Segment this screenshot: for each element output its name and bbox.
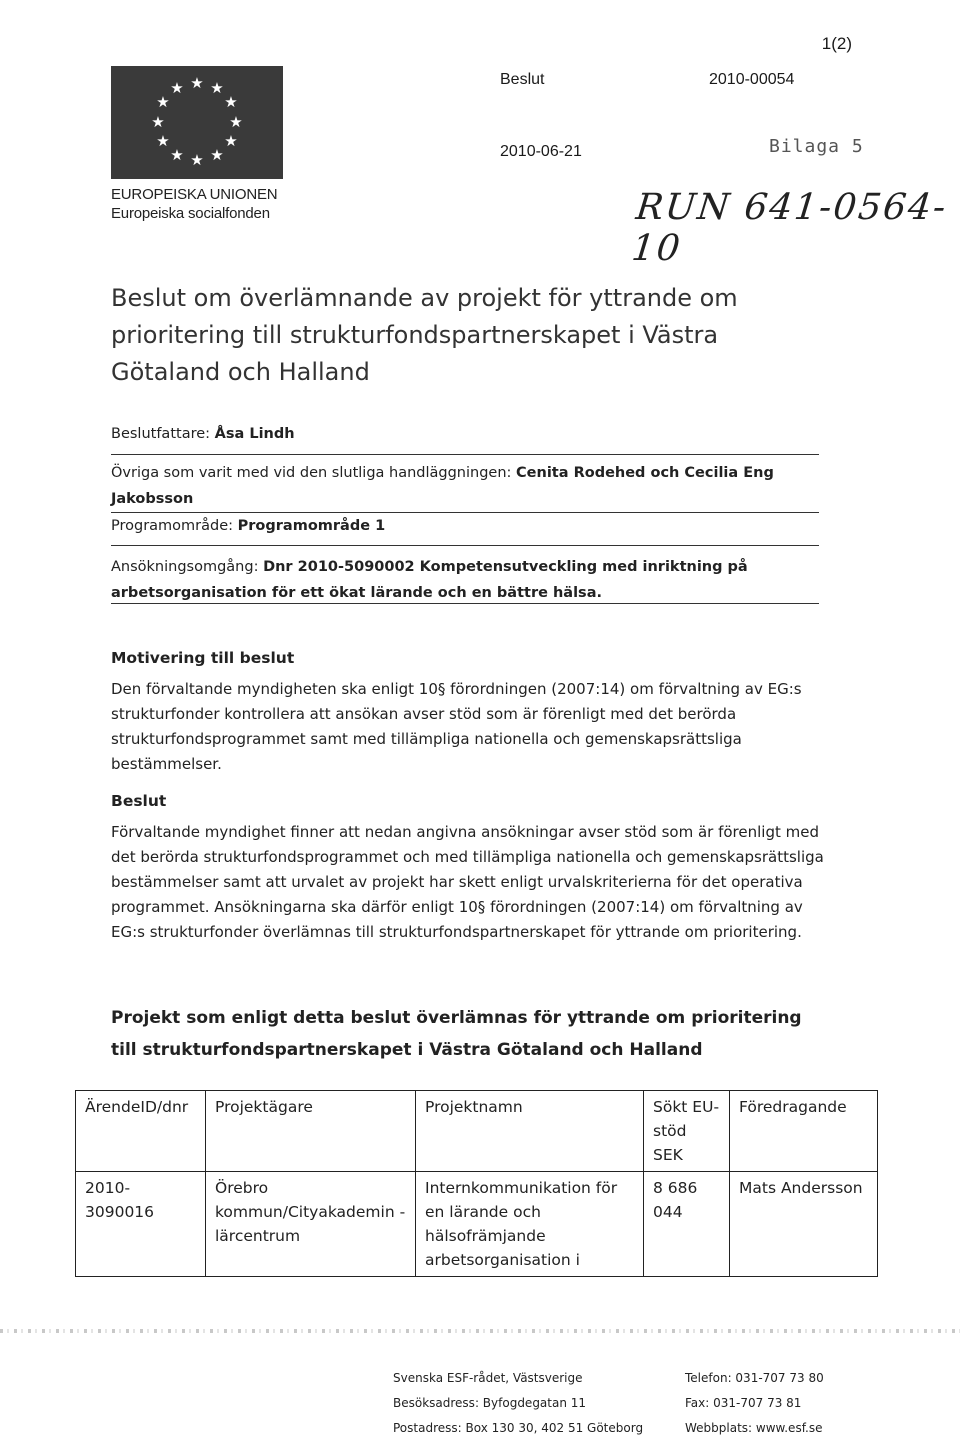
divider (111, 512, 819, 513)
table-cell: 8 686 044 (644, 1172, 730, 1277)
svg-text:★: ★ (224, 132, 238, 150)
table-cell: 2010-3090016 (76, 1172, 206, 1277)
divider (111, 454, 819, 455)
column-header: ÄrendeID/dnr (76, 1091, 206, 1172)
other-participants (111, 460, 823, 512)
svg-text:★: ★ (151, 113, 165, 131)
other-participants-value: Cenita Rodehed och Cecilia Eng Jakobsson (111, 465, 774, 507)
svg-text:★: ★ (210, 79, 224, 97)
svg-text:★: ★ (156, 93, 170, 111)
footer-post-address: Postadress: Box 130 30, 402 51 Göteborg (393, 1421, 644, 1435)
eu-union-label: EUROPEISKA UNIONEN (111, 186, 278, 203)
footer-fax: Fax: 031-707 73 81 (685, 1396, 802, 1410)
decision-heading: Beslut (111, 792, 167, 810)
svg-text:★: ★ (190, 151, 204, 169)
svg-text:★: ★ (210, 146, 224, 164)
svg-text:★: ★ (170, 146, 184, 164)
motivation-heading: Motivering till beslut (111, 649, 295, 667)
column-header: Föredragande (730, 1091, 878, 1172)
column-header: Sökt EU-stöd SEK (644, 1091, 730, 1172)
footer-website: Webbplats: www.esf.se (685, 1421, 823, 1435)
table-row (76, 1172, 878, 1277)
divider (111, 603, 819, 604)
footer-org: Svenska ESF-rådet, Västsverige (393, 1371, 583, 1385)
table-header-row (76, 1091, 878, 1172)
other-participants-label: Övriga som varit med vid den slutliga handläggningen: (111, 465, 512, 481)
divider (111, 545, 819, 546)
program-area-label: Programområde: (111, 518, 234, 534)
program-area (111, 518, 385, 534)
application-round-value: Dnr 2010-5090002 Kompetensutveckling med inriktning på arbetsorganisation för ett ökat lärande och en bättre hälsa. (111, 559, 748, 601)
document-date: 2010-06-21 (500, 143, 582, 160)
attachment-label: Bilaga 5 (769, 136, 864, 157)
table-cell: Örebro kommun/Cityakademin - lärcentrum (206, 1172, 416, 1277)
document-number: 2010-00054 (709, 71, 795, 88)
table-cell: Mats Andersson (730, 1172, 878, 1277)
eu-socialfund-label: Europeiska socialfonden (111, 205, 270, 222)
eu-flag-logo (111, 66, 283, 179)
svg-text:★: ★ (224, 93, 238, 111)
projects-table (75, 1090, 878, 1277)
footer-phone: Telefon: 031-707 73 80 (685, 1371, 824, 1385)
application-round (111, 554, 823, 606)
table-cell: Internkommunikation för en lärande och hälsofrämjande arbetsorganisation i (416, 1172, 644, 1277)
svg-text:★: ★ (229, 113, 243, 131)
svg-text:★: ★ (170, 79, 184, 97)
svg-text:★: ★ (190, 74, 204, 92)
document-title: Beslut om överlämnande av projekt för yttrande om prioritering till strukturfondspartnerskapet i Västra Götaland och Halland (111, 284, 738, 386)
application-round-label: Ansökningsomgång: (111, 559, 259, 575)
column-header: Projektägare (206, 1091, 416, 1172)
page-number: 1(2) (821, 34, 852, 53)
document-type: Beslut (500, 71, 545, 88)
scan-artifact-divider (0, 1329, 960, 1333)
footer-visit-address: Besöksadress: Byfogdegatan 11 (393, 1396, 587, 1410)
program-area-value: Programområde 1 (237, 518, 386, 534)
projects-heading: Projekt som enligt detta beslut överlämnas för yttrande om prioritering till strukturfondspartnerskapet i Västra Götaland och Halland (111, 1008, 802, 1060)
svg-text:★: ★ (156, 132, 170, 150)
motivation-text: Den förvaltande myndigheten ska enligt 10§ förordningen (2007:14) om förvaltning av EG:s strukturfonder kontrollera att ansökan avser stöd som är förenligt med det berörda strukturfondsprogrammet samt med tillämpliga nationella och gemenskapsrättsliga bestämmelser. (111, 680, 802, 773)
handwritten-reference: RUN 641-0564-10 (629, 187, 950, 269)
decision-maker-value: Åsa Lindh (214, 426, 295, 442)
decision-maker (111, 426, 295, 442)
column-header: Projektnamn (416, 1091, 644, 1172)
decision-maker-label: Beslutfattare: (111, 426, 211, 442)
decision-text: Förvaltande myndighet finner att nedan angivna ansökningar avser stöd som är förenligt med det berörda strukturfondsprogrammet och med tillämpliga nationella och gemenskapsrättsliga bestämmelser samt att urvalet av projekt har skett enligt urvalskriterierna för det operativa programmet. Ansökningarna ska därför enligt 10§ förordningen (2007:14) om förvaltning av EG:s strukturfonder överlämnas till strukturfondspartnerskapet för yttrande om prioritering. (111, 823, 824, 941)
